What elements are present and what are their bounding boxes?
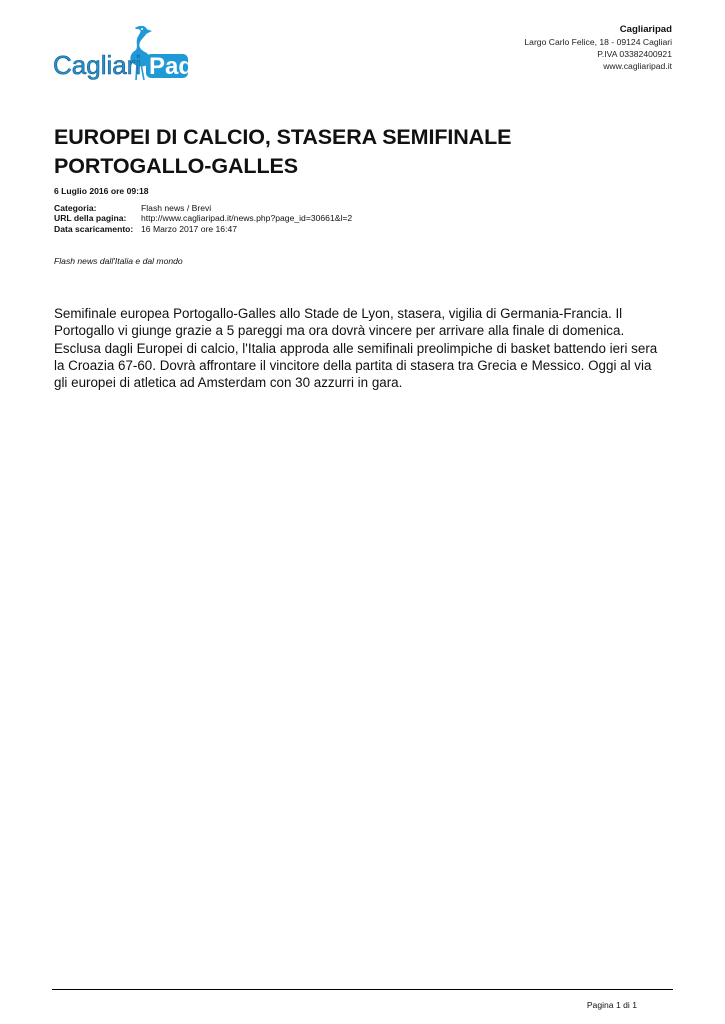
meta-value: 16 Marzo 2017 ore 16:47 [141,223,238,234]
meta-row-download-date [54,224,352,234]
title-line-2: PORTOGALLO-GALLES [54,154,298,178]
footer-divider [52,989,673,990]
body-line: la Croazia 67-60. Dovrà affrontare il vincitore della partita di stasera tra Grecia e Messico. Oggi al via [54,357,652,373]
company-address: Largo Carlo Felice, 18 - 09124 Cagliari [524,37,672,47]
meta-url-link[interactable]: http://www.cagliaripad.it/news.php?page_id=30661&l=2 [141,213,353,224]
article-meta [54,203,352,234]
meta-value: Flash news / Brevi [141,203,212,213]
title-line-1: EUROPEI DI CALCIO, STASERA SEMIFINALE [54,125,512,149]
meta-row-category [54,203,352,213]
body-line: Semifinale europea Portogallo-Galles allo Stade de Lyon, stasera, vigilia di Germania-Francia. Il [54,306,623,321]
article-body [54,305,672,391]
svg-text:Pad: Pad [149,53,192,80]
article-title [54,123,674,181]
body-line: Esclusa dagli Europei di calcio, l'Italia approda alle semifinali preolimpiche di basket battendo ieri sera [54,340,658,356]
body-line: Portogallo vi giunge grazie a 5 pareggi ma ora dovrà vincere per arrivare alla finale di domenica. [54,323,625,339]
meta-label: Data scaricamento: [54,223,134,234]
company-info [524,24,672,72]
company-name: Cagliaripad [619,24,672,35]
article-date: 6 Luglio 2016 ore 09:18 [54,186,149,196]
company-website[interactable]: www.cagliaripad.it [603,61,672,71]
cagliaripad-logo [52,22,192,84]
page-number: Pagina 1 di 1 [586,1000,637,1010]
meta-label: Categoria: [54,203,97,213]
article-intro: Flash news dall'Italia e dal mondo [54,256,183,266]
body-line: gli europei di atletica ad Amsterdam con 30 azzurri in gara. [54,375,403,391]
svg-text:Cagliari: Cagliari [53,50,142,80]
meta-row-url [54,213,352,223]
flamingo-logo-icon [52,22,192,84]
meta-label: URL della pagina: [54,213,127,224]
company-vat: P.IVA 03382400921 [597,49,672,59]
